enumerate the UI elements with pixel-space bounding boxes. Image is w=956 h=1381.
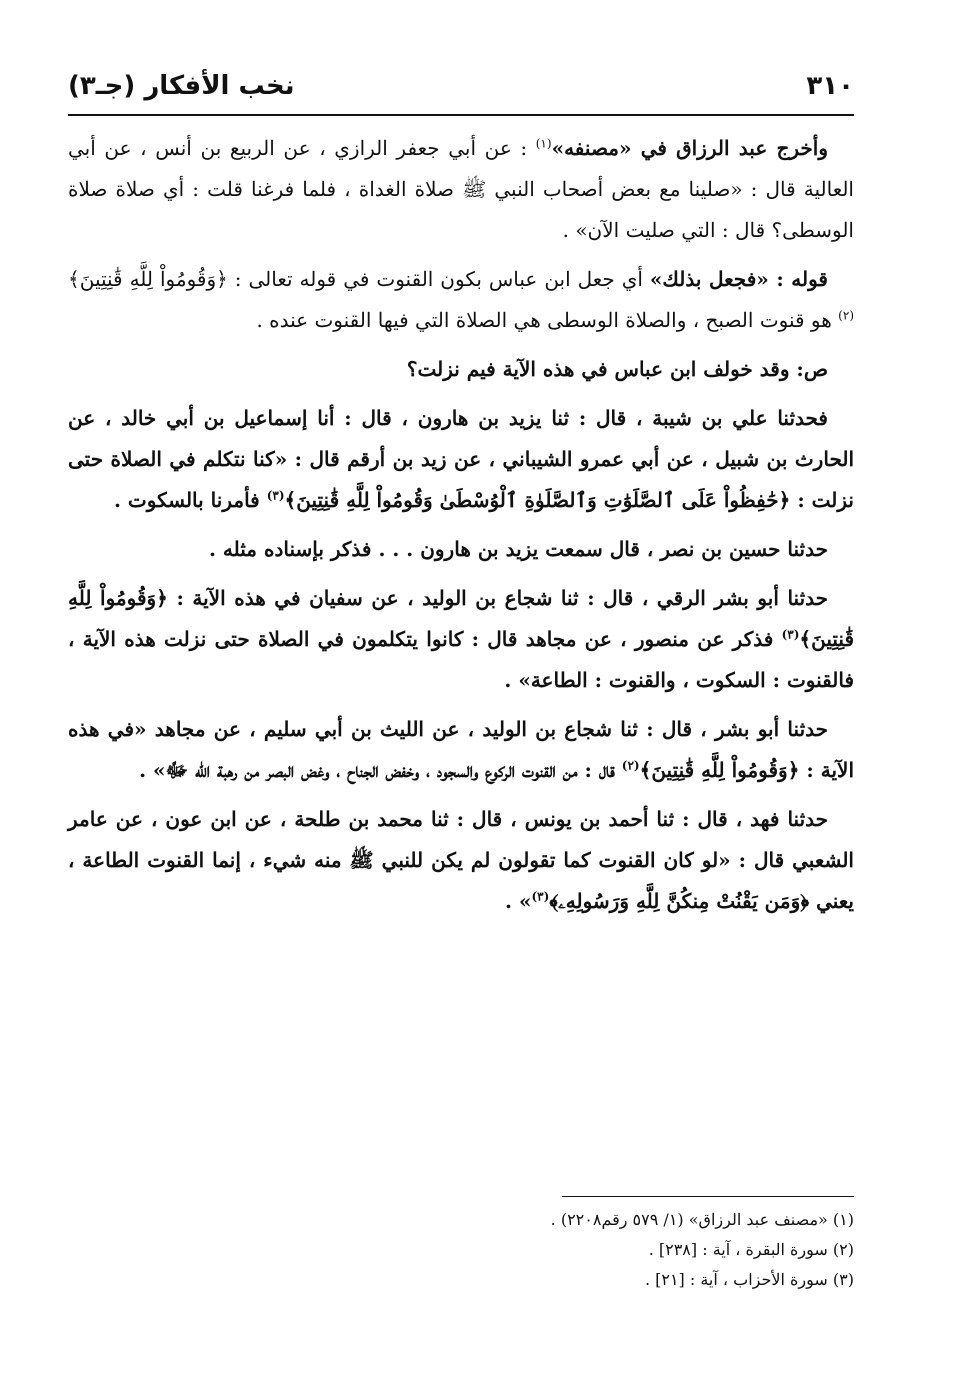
header-divider	[68, 114, 854, 116]
footnote-1: (١) «مصنف عبد الرزاق» (١/ ٥٧٩ رقم٢٢٠٨) .	[550, 1210, 854, 1229]
paragraph-5-text: حدثنا حسين بن نصر ، قال سمعت يزيد بن هارون . . . فذكر بإسناده مثله .	[208, 537, 828, 561]
paragraph-7-tail: قال : من القنوت الركوع والسجود ، وخفض الجناح ، وغض البصر من رهبة الله ﷻ» .	[139, 758, 622, 782]
paragraph-8-tail: » .	[505, 889, 532, 913]
paragraph-1-lead: وأخرج عبد الرزاق في «مصنفه»	[551, 136, 829, 160]
paragraph-4	[68, 398, 854, 521]
paragraph-8-text: حدثنا فهد ، قال : ثنا أحمد بن يونس ، قال : ثنا محمد بن طلحة ، عن ابن عون ، عن عامر الشعبي قال : «لو كان القنوت كما تقولون لم يكن للنبي ﷺ منه شيء ، إنما القنوت الطاعة ، يعني ﴿وَمَن يَقْنُتْ مِنكُنَّ لِلَّهِ وَرَسُولِهِۦ﴾	[68, 807, 854, 913]
paragraph-5	[68, 529, 854, 570]
paragraph-6-text: حدثنا أبو بشر الرقي ، قال : ثنا شجاع بن الوليد ، عن سفيان في هذه الآية : ﴿وَقُومُواْ لِلَّهِ قَٰنِتِينَ﴾	[68, 586, 854, 651]
footnote-ref-3c: (٣)	[531, 889, 550, 904]
footnote-ref-3b: (٣)	[781, 627, 800, 642]
paragraph-8	[68, 799, 854, 922]
footnote-ref-3: (٣)	[266, 488, 285, 503]
paragraph-1	[68, 128, 854, 251]
paragraph-2-lead: قوله : «فجعل بذلك»	[649, 267, 828, 291]
footnote-3: (٣) سورة الأحزاب ، آية : [٢١] .	[644, 1270, 854, 1289]
paragraph-7	[68, 709, 854, 791]
paragraph-4-tail: فأمرنا بالسكوت .	[113, 488, 267, 512]
footnote-ref-2: (٢)	[838, 308, 854, 323]
section-heading: ص: وقد خولف ابن عباس في هذه الآية فيم نزلت؟	[406, 357, 828, 381]
footnote-ref-1: (١)	[535, 136, 552, 151]
paragraph-6-tail: فذكر عن منصور ، عن مجاهد قال : كانوا يتكلمون في الصلاة حتى نزلت هذه الآية ، فالقنوت : السكوت ، والقنوت : الطاعة» .	[68, 627, 854, 692]
paragraph-1-text: : عن أبي جعفر الرازي ، عن الربيع بن أنس ، عن أبي العالية قال : «صلينا مع بعض أصحاب النبي ﷺ صلاة الغداة ، فلما فرغنا قلت : أي صلاة صلاة الوسطى؟ قال : التي صليت الآن» .	[68, 136, 854, 242]
paragraph-4-text: فحدثنا علي بن شيبة ، قال : ثنا يزيد بن هارون ، قال : أنا إسماعيل بن أبي خالد ، عن الحارث بن شبيل ، عن أبي عمرو الشيباني ، عن زيد بن أرقم قال : «كنا نتكلم في الصلاة حتى نزلت : ﴿حَٰفِظُواْ عَلَى ٱلصَّلَوَٰتِ وَٱلصَّلَوٰةِ ٱلْوُسْطَىٰ وَقُومُواْ لِلَّهِ قَٰنِتِينَ﴾	[68, 406, 854, 512]
main-text	[68, 128, 854, 930]
paragraph-7-text: حدثنا أبو بشر ، قال : ثنا شجاع بن الوليد ، عن الليث بن أبي سليم ، عن مجاهد «في هذه الآية : ﴿وَقُومُواْ لِلَّهِ قَٰنِتِينَ﴾	[68, 717, 854, 782]
footnotes	[68, 1205, 854, 1295]
book-title: نخب الأفكار (جـ٣)	[68, 71, 295, 101]
footnote-2: (٢) سورة البقرة ، آية : [٢٣٨] .	[648, 1240, 854, 1259]
page-header	[68, 64, 854, 108]
footnote-divider	[562, 1196, 854, 1197]
paragraph-2-text: أي جعل ابن عباس بكون القنوت في قوله تعالى : ﴿وَقُومُواْ لِلَّهِ قَٰنِتِينَ﴾	[68, 267, 650, 291]
page-number: ٣١٠	[806, 71, 854, 101]
paragraph-2	[68, 259, 854, 341]
footnote-ref-2b: (٢)	[621, 758, 640, 773]
paragraph-2-tail: هو قنوت الصبح ، والصلاة الوسطى هي الصلاة التي فيها القنوت عنده .	[256, 308, 839, 332]
paragraph-6	[68, 578, 854, 701]
